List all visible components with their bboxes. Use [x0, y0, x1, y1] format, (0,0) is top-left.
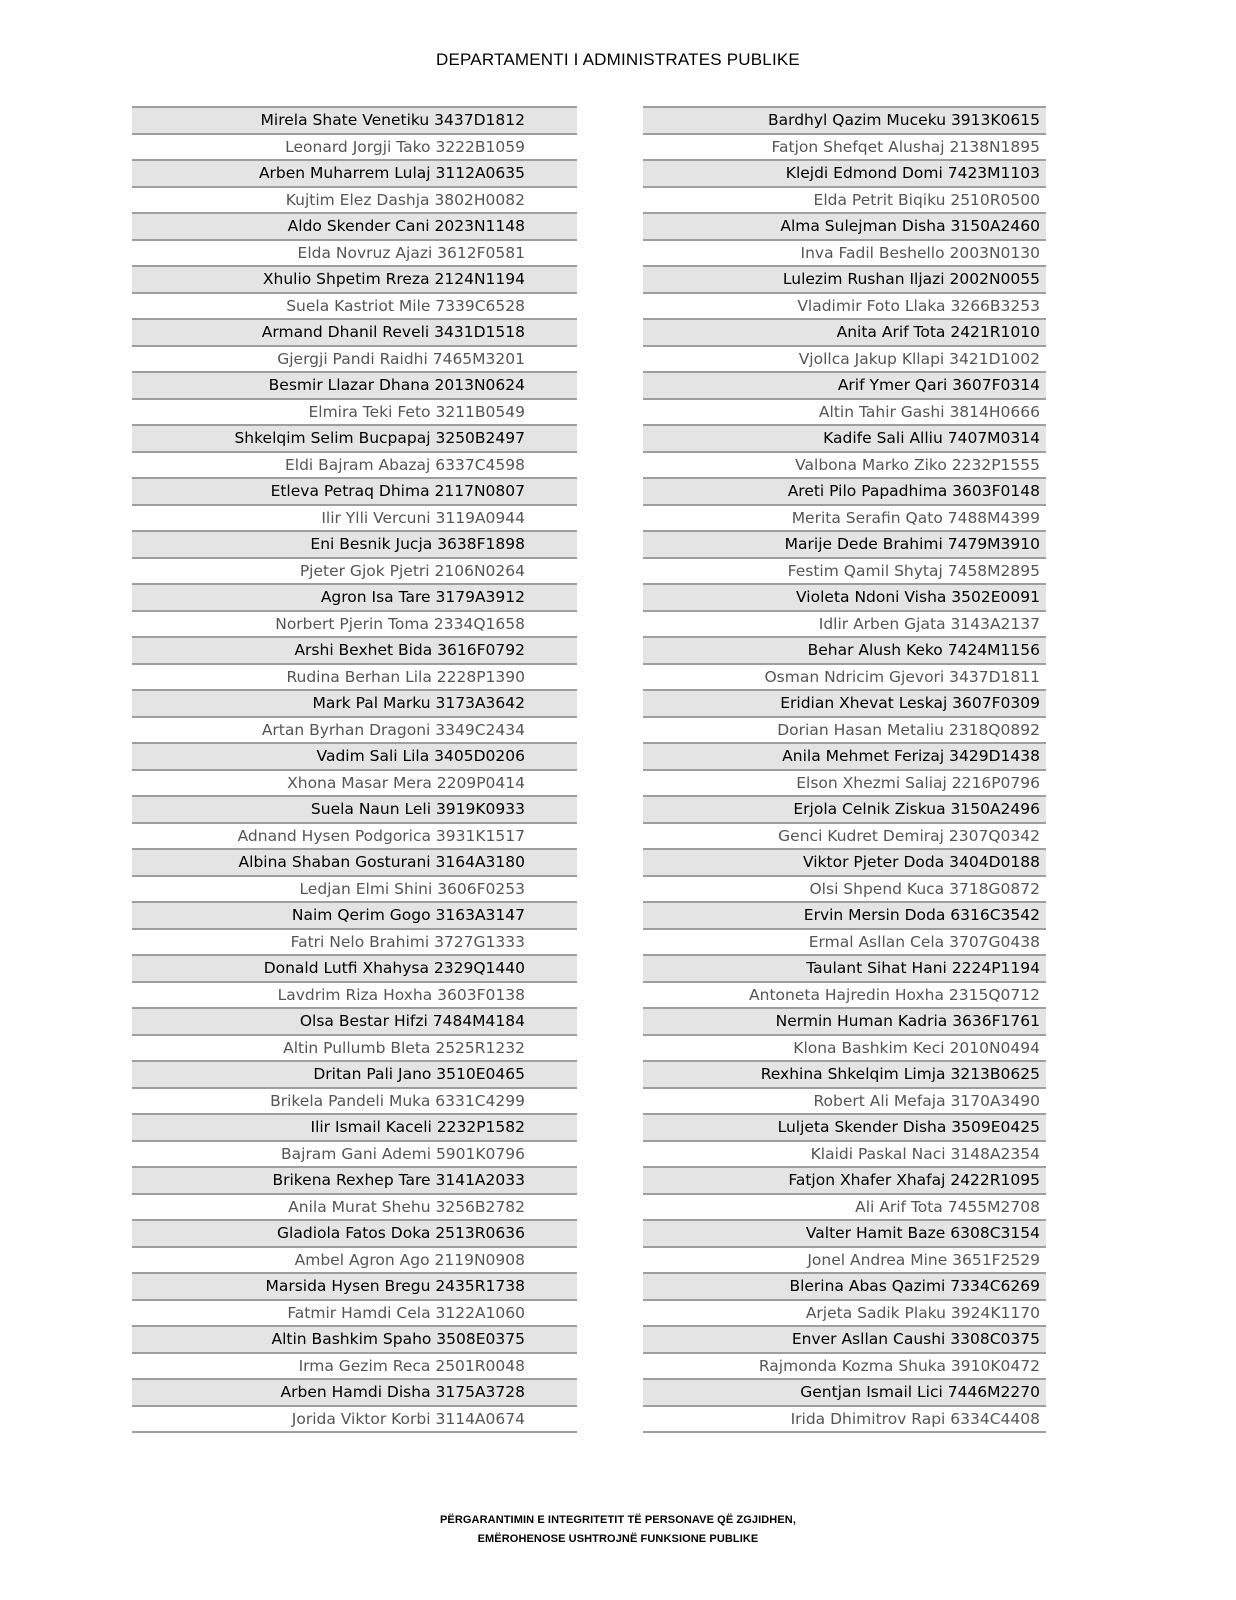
list-item: Bajram Gani Ademi 5901K0796 — [132, 1140, 577, 1167]
list-item: Blerina Abas Qazimi 7334C6269 — [643, 1272, 1046, 1299]
list-item: Eni Besnik Jucja 3638F1898 — [132, 530, 577, 557]
list-end-divider — [643, 1431, 1046, 1433]
list-item: Gladiola Fatos Doka 2513R0636 — [132, 1219, 577, 1246]
list-item: Aldo Skender Cani 2023N1148 — [132, 212, 577, 239]
list-item: Genci Kudret Demiraj 2307Q0342 — [643, 822, 1046, 849]
list-item: Norbert Pjerin Toma 2334Q1658 — [132, 610, 577, 637]
list-item: Suela Naun Leli 3919K0933 — [132, 795, 577, 822]
list-item: Kadife Sali Alliu 7407M0314 — [643, 424, 1046, 451]
list-item: Olsa Bestar Hifzi 7484M4184 — [132, 1007, 577, 1034]
list-item: Suela Kastriot Mile 7339C6528 — [132, 292, 577, 319]
list-item: Arben Muharrem Lulaj 3112A0635 — [132, 159, 577, 186]
list-item: Kujtim Elez Dashja 3802H0082 — [132, 186, 577, 213]
list-item: Ledjan Elmi Shini 3606F0253 — [132, 875, 577, 902]
list-item: Elda Petrit Biqiku 2510R0500 — [643, 186, 1046, 213]
list-end-divider — [132, 1431, 577, 1433]
list-item: Donald Lutfi Xhahysa 2329Q1440 — [132, 954, 577, 981]
list-item: Vladimir Foto Llaka 3266B3253 — [643, 292, 1046, 319]
list-item: Fatjon Shefqet Alushaj 2138N1895 — [643, 133, 1046, 160]
list-item: Altin Bashkim Spaho 3508E0375 — [132, 1325, 577, 1352]
list-item: Agron Isa Tare 3179A3912 — [132, 583, 577, 610]
list-item: Enver Asllan Caushi 3308C0375 — [643, 1325, 1046, 1352]
list-item: Pjeter Gjok Pjetri 2106N0264 — [132, 557, 577, 584]
list-item: Ermal Asllan Cela 3707G0438 — [643, 928, 1046, 955]
list-item: Ilir Ylli Vercuni 3119A0944 — [132, 504, 577, 531]
list-item: Luljeta Skender Disha 3509E0425 — [643, 1113, 1046, 1140]
list-item: Mirela Shate Venetiku 3437D1812 — [132, 106, 577, 133]
list-item: Ali Arif Tota 7455M2708 — [643, 1193, 1046, 1220]
list-item: Anita Arif Tota 2421R1010 — [643, 318, 1046, 345]
list-item: Viktor Pjeter Doda 3404D0188 — [643, 848, 1046, 875]
list-item: Festim Qamil Shytaj 7458M2895 — [643, 557, 1046, 584]
list-item: Erjola Celnik Ziskua 3150A2496 — [643, 795, 1046, 822]
list-item: Gjergji Pandi Raidhi 7465M3201 — [132, 345, 577, 372]
list-item: Robert Ali Mefaja 3170A3490 — [643, 1087, 1046, 1114]
list-item: Alma Sulejman Disha 3150A2460 — [643, 212, 1046, 239]
list-item: Bardhyl Qazim Muceku 3913K0615 — [643, 106, 1046, 133]
list-item: Violeta Ndoni Visha 3502E0091 — [643, 583, 1046, 610]
list-item: Idlir Arben Gjata 3143A2137 — [643, 610, 1046, 637]
list-item: Dritan Pali Jano 3510E0465 — [132, 1060, 577, 1087]
list-item: Arif Ymer Qari 3607F0314 — [643, 371, 1046, 398]
list-item: Osman Ndricim Gjevori 3437D1811 — [643, 663, 1046, 690]
list-item: Antoneta Hajredin Hoxha 2315Q0712 — [643, 981, 1046, 1008]
list-item: Xhulio Shpetim Rreza 2124N1194 — [132, 265, 577, 292]
page-title: DEPARTAMENTI I ADMINISTRATES PUBLIKE — [436, 50, 800, 69]
list-item: Ilir Ismail Kaceli 2232P1582 — [132, 1113, 577, 1140]
list-item: Leonard Jorgji Tako 3222B1059 — [132, 133, 577, 160]
list-item: Etleva Petraq Dhima 2117N0807 — [132, 477, 577, 504]
list-item: Ervin Mersin Doda 6316C3542 — [643, 901, 1046, 928]
list-item: Gentjan Ismail Lici 7446M2270 — [643, 1378, 1046, 1405]
list-item: Olsi Shpend Kuca 3718G0872 — [643, 875, 1046, 902]
list-item: Marije Dede Brahimi 7479M3910 — [643, 530, 1046, 557]
list-item: Dorian Hasan Metaliu 2318Q0892 — [643, 716, 1046, 743]
list-item: Elson Xhezmi Saliaj 2216P0796 — [643, 769, 1046, 796]
list-item: Rexhina Shkelqim Limja 3213B0625 — [643, 1060, 1046, 1087]
list-item: Lulezim Rushan Iljazi 2002N0055 — [643, 265, 1046, 292]
footer — [0, 1511, 1236, 1549]
list-item: Arjeta Sadik Plaku 3924K1170 — [643, 1299, 1046, 1326]
list-item: Elmira Teki Feto 3211B0549 — [132, 398, 577, 425]
list-item: Arben Hamdi Disha 3175A3728 — [132, 1378, 577, 1405]
list-item: Vjollca Jakup Kllapi 3421D1002 — [643, 345, 1046, 372]
list-item: Elda Novruz Ajazi 3612F0581 — [132, 239, 577, 266]
list-item: Artan Byrhan Dragoni 3349C2434 — [132, 716, 577, 743]
list-item: Xhona Masar Mera 2209P0414 — [132, 769, 577, 796]
list-item: Armand Dhanil Reveli 3431D1518 — [132, 318, 577, 345]
list-item: Valbona Marko Ziko 2232P1555 — [643, 451, 1046, 478]
list-item: Lavdrim Riza Hoxha 3603F0138 — [132, 981, 577, 1008]
list-item: Anila Mehmet Ferizaj 3429D1438 — [643, 742, 1046, 769]
list-item: Altin Tahir Gashi 3814H0666 — [643, 398, 1046, 425]
list-item: Merita Serafin Qato 7488M4399 — [643, 504, 1046, 531]
list-item: Inva Fadil Beshello 2003N0130 — [643, 239, 1046, 266]
list-item: Klejdi Edmond Domi 7423M1103 — [643, 159, 1046, 186]
list-item: Vadim Sali Lila 3405D0206 — [132, 742, 577, 769]
list-item: Behar Alush Keko 7424M1156 — [643, 636, 1046, 663]
list-item: Albina Shaban Gosturani 3164A3180 — [132, 848, 577, 875]
list-item: Altin Pullumb Bleta 2525R1232 — [132, 1034, 577, 1061]
list-item: Brikela Pandeli Muka 6331C4299 — [132, 1087, 577, 1114]
list-item: Eridian Xhevat Leskaj 3607F0309 — [643, 689, 1046, 716]
list-item: Besmir Llazar Dhana 2013N0624 — [132, 371, 577, 398]
list-item: Shkelqim Selim Bucpapaj 3250B2497 — [132, 424, 577, 451]
footer-line-1: PËRGARANTIMIN E INTEGRITETIT TË PERSONAVE QË ZGJIDHEN, — [439, 1514, 796, 1526]
list-item: Brikena Rexhep Tare 3141A2033 — [132, 1166, 577, 1193]
list-item: Valter Hamit Baze 6308C3154 — [643, 1219, 1046, 1246]
list-item: Marsida Hysen Bregu 2435R1738 — [132, 1272, 577, 1299]
list-item: Fatri Nelo Brahimi 3727G1333 — [132, 928, 577, 955]
list-item: Klaidi Paskal Naci 3148A2354 — [643, 1140, 1046, 1167]
list-item: Rajmonda Kozma Shuka 3910K0472 — [643, 1352, 1046, 1379]
list-item: Eldi Bajram Abazaj 6337C4598 — [132, 451, 577, 478]
left-name-list — [132, 106, 577, 1433]
list-item: Irma Gezim Reca 2501R0048 — [132, 1352, 577, 1379]
list-item: Ambel Agron Ago 2119N0908 — [132, 1246, 577, 1273]
list-item: Mark Pal Marku 3173A3642 — [132, 689, 577, 716]
list-item: Areti Pilo Papadhima 3603F0148 — [643, 477, 1046, 504]
list-item: Irida Dhimitrov Rapi 6334C4408 — [643, 1405, 1046, 1432]
list-item: Klona Bashkim Keci 2010N0494 — [643, 1034, 1046, 1061]
list-item: Taulant Sihat Hani 2224P1194 — [643, 954, 1046, 981]
right-name-list — [643, 106, 1046, 1433]
list-item: Rudina Berhan Lila 2228P1390 — [132, 663, 577, 690]
list-item: Jonel Andrea Mine 3651F2529 — [643, 1246, 1046, 1273]
list-item: Fatjon Xhafer Xhafaj 2422R1095 — [643, 1166, 1046, 1193]
footer-line-2: EMËROHENOSE USHTROJNË FUNKSIONE PUBLIKE — [477, 1533, 759, 1545]
list-item: Naim Qerim Gogo 3163A3147 — [132, 901, 577, 928]
list-item: Adnand Hysen Podgorica 3931K1517 — [132, 822, 577, 849]
list-item: Jorida Viktor Korbi 3114A0674 — [132, 1405, 577, 1432]
list-item: Anila Murat Shehu 3256B2782 — [132, 1193, 577, 1220]
list-item: Arshi Bexhet Bida 3616F0792 — [132, 636, 577, 663]
list-item: Fatmir Hamdi Cela 3122A1060 — [132, 1299, 577, 1326]
list-item: Nermin Human Kadria 3636F1761 — [643, 1007, 1046, 1034]
